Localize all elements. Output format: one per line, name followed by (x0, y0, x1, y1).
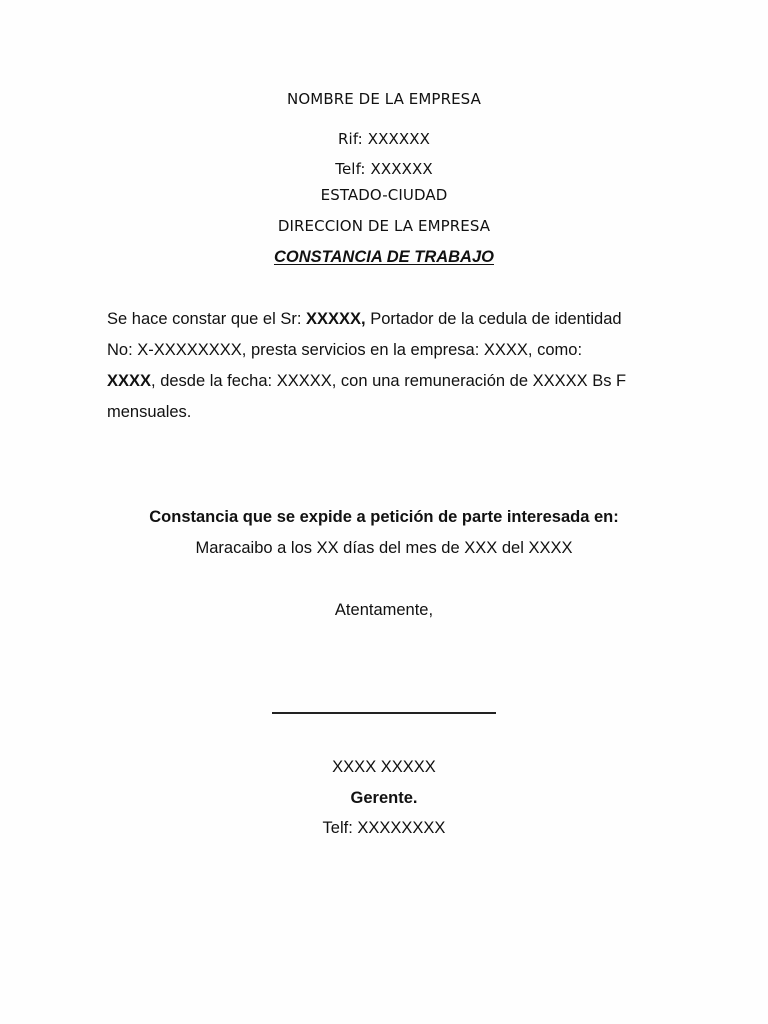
company-rif (0, 130, 768, 148)
document-title (0, 248, 768, 267)
body-line-1 (107, 304, 687, 335)
signer-phone (0, 819, 768, 838)
company-address (0, 217, 768, 235)
company-name-text: NOMBRE DE LA EMPRESA (287, 90, 481, 108)
signer-position-text: Gerente. (350, 789, 418, 807)
body-text-segment: , desde la fecha: XXXXX, con una remuneración de XXXXX Bs F (151, 372, 627, 390)
body-line-4 (107, 397, 687, 428)
job-title-placeholder: XXXX (107, 372, 152, 390)
state-city-text: ESTADO-CIUDAD (320, 186, 448, 204)
rif-label: Rif: (338, 130, 363, 148)
phone-label: Telf: (335, 160, 366, 178)
employee-name-placeholder: XXXXX, (306, 310, 366, 328)
body-text-segment: Portador de la cedula de identidad (365, 310, 622, 328)
place-date (0, 539, 768, 558)
body-text-segment: mensuales. (107, 403, 192, 421)
signer-name (0, 758, 768, 777)
body-text-segment: Se hace constar que el Sr: (107, 310, 307, 328)
closing-text: Atentamente, (334, 601, 434, 619)
rif-value: XXXXXX (367, 130, 430, 148)
signer-name-text: XXXX XXXXX (332, 758, 436, 776)
signature-line (272, 712, 496, 714)
signer-position (0, 789, 768, 808)
issuance-statement (0, 508, 768, 527)
place-date-text: Maracaibo a los XX días del mes de XXX del XXXX (195, 539, 573, 557)
phone-value: XXXXXX (370, 160, 433, 178)
address-text: DIRECCION DE LA EMPRESA (277, 217, 491, 235)
company-state-city (0, 186, 768, 204)
body-line-2 (107, 335, 687, 366)
closing (0, 601, 768, 620)
body-paragraph (107, 304, 687, 428)
company-phone (0, 160, 768, 178)
body-line-3 (107, 366, 687, 397)
body-text-segment: No: X-XXXXXXXX, presta servicios en la empresa: XXXX, como: (107, 341, 583, 359)
issuance-statement-text: Constancia que se expide a petición de parte interesada en: (149, 508, 619, 526)
document-title-text: CONSTANCIA DE TRABAJO (273, 248, 494, 266)
signer-phone-text: Telf: XXXXXXXX (322, 819, 446, 837)
company-name (0, 90, 768, 108)
